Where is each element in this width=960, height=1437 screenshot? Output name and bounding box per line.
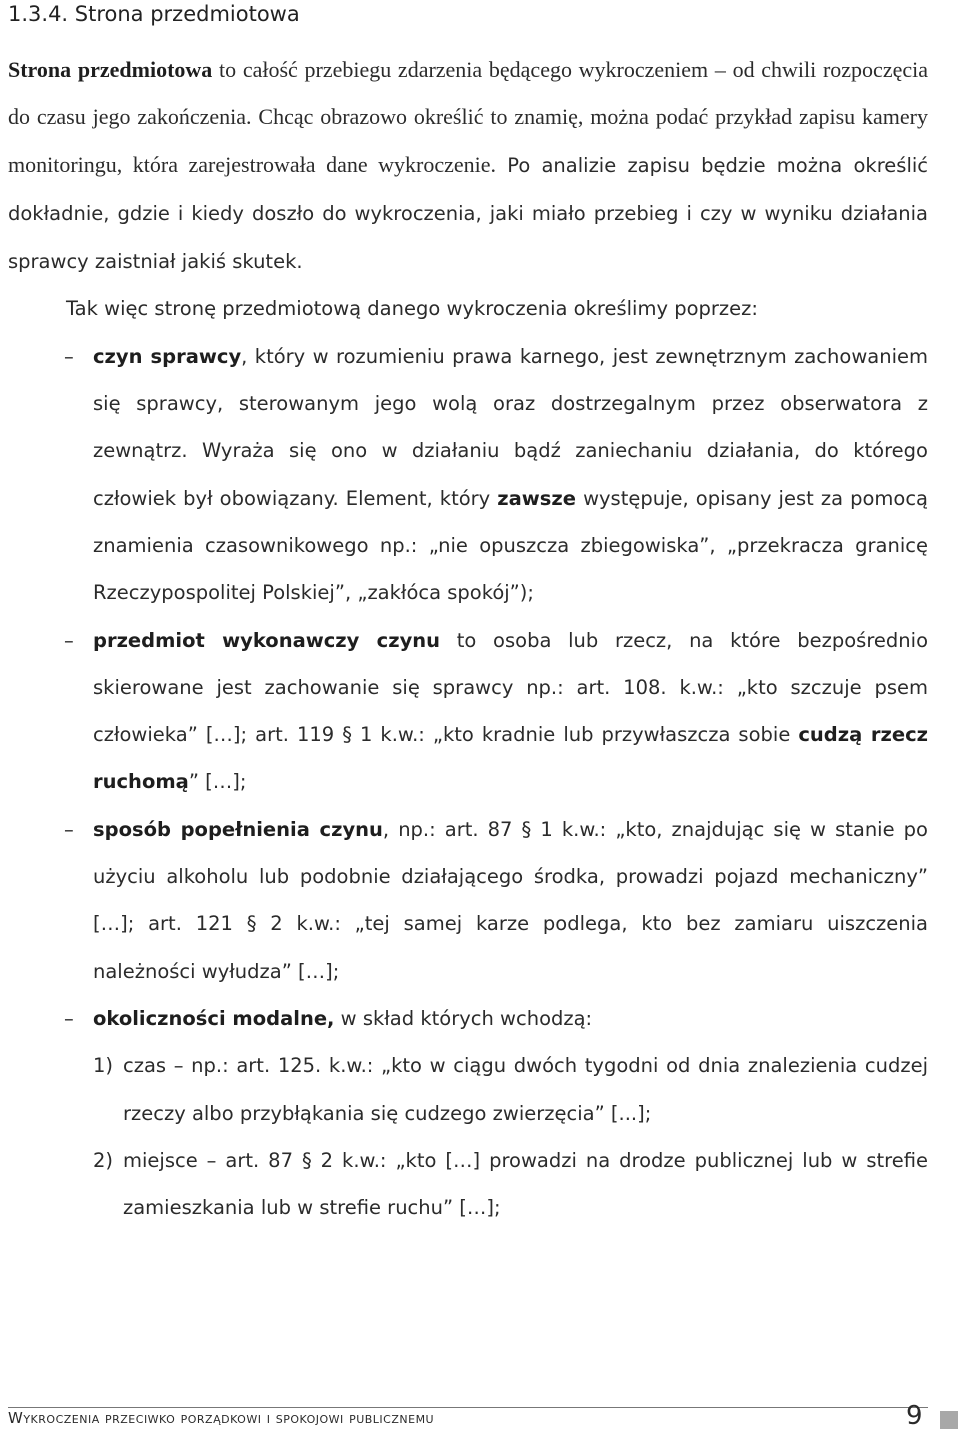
list-item [8,806,928,995]
list-dash: – [64,817,74,841]
footer-title: Wykroczenia przeciwko porządkowi i spokojowi publicznemu [8,1409,435,1427]
page-footer [8,1401,948,1437]
intro-text-1: to całość przebiegu zdarzenia będącego wykroczeniem – od chwili rozpoczęcia do czasu jego zakończenia. Chcąc obrazowo określić to znamię, można podać przykład zapisu kamery monitoringu, która zarejestrowała dane wykroczenie. [8,57,928,177]
item-emphasis: zawsze [497,486,576,510]
item-term: okoliczności modalne, [93,1006,335,1030]
list-dash: – [64,628,74,652]
item-term: czyn sprawcy [93,344,242,368]
list-item [8,333,928,617]
list-dash: – [64,344,74,368]
list-item [8,617,928,806]
sub-item-number: 1) [93,1054,114,1078]
sub-list-item [8,1137,928,1232]
list-item [8,995,928,1042]
item-emphasis: cudzą rzecz ruchomą [93,723,928,794]
item-text: to osoba lub rzecz, na które bezpośrednio skierowane jest zachowanie się sprawcy np.: art. 108. k.w.: „kto szczuje psem człowieka” […]; art. 119 § 1 k.w.: „kto kradnie lub przywłaszcza sobie [93,628,928,747]
page-content [8,0,928,1231]
footer-rule [8,1407,928,1408]
intro-text-2: Po analizie zapisu będzie można określić dokładnie, gdzie i kiedy doszło do wykroczenia, jaki miało przebieg i czy w wyniku działania sprawcy zaistniał jakiś skutek. [8,153,929,274]
components-list [8,333,928,1232]
section-heading: 1.3.4. Strona przedmiotowa [8,2,300,26]
sub-list-item [8,1042,928,1137]
item-text: , np.: art. 87 § 1 k.w.: „kto, znajdując się w stanie po użyciu alkoholu lub podobnie działającego środka, prowadzi pojazd mechaniczny” […]; art. 121 § 2 k.w.: „tej samej karze podlega, kto bez zamiaru uiszczenia należności wyłudza” […]; [93,817,928,983]
intro-paragraph [8,46,928,285]
page-marker-square [940,1411,958,1429]
item-term: sposób popełnienia czynu [93,817,383,841]
sub-item-text: czas – np.: art. 125. k.w.: „kto w ciągu dwóch tygodni od dnia znalezienia cudzej rzeczy albo przybłąkania się cudzego zwierzęcia” [...]; [123,1054,928,1125]
sub-item-number: 2) [93,1148,114,1172]
item-term: przedmiot wykonawczy czynu [93,628,441,652]
item-text: w skład których wchodzą: [334,1006,593,1030]
lead-sentence: Tak więc stronę przedmiotową danego wykroczenia określimy poprzez: [66,297,758,321]
list-dash: – [64,1006,74,1030]
item-text: , który w rozumieniu prawa karnego, jest zewnętrznym zachowaniem się sprawcy, sterowanym jego wolą oraz dostrzegalnym przez obserwatora z zewnątrz. Wyraża się ono w działaniu bądź zaniechaniu działania, do którego człowiek był obowiązany. Element, który [93,344,928,510]
sub-item-text: miejsce – art. 87 § 2 k.w.: „kto […] prowadzi na drodze publicznej lub w strefie zamieszkania lub w strefie ruchu” […]; [123,1148,928,1220]
intro-bold-term: Strona przedmiotowa [8,57,213,82]
page-number: 9 [906,1401,923,1431]
item-text-continued: ” […]; [188,770,247,794]
item-text-continued: występuje, opisany jest za pomocą znamienia czasownikowego np.: „nie opuszcza zbiegowiska”, „przekracza granicę Rzeczypospolitej Polskiej”, „zakłóca spokój”); [93,486,928,605]
